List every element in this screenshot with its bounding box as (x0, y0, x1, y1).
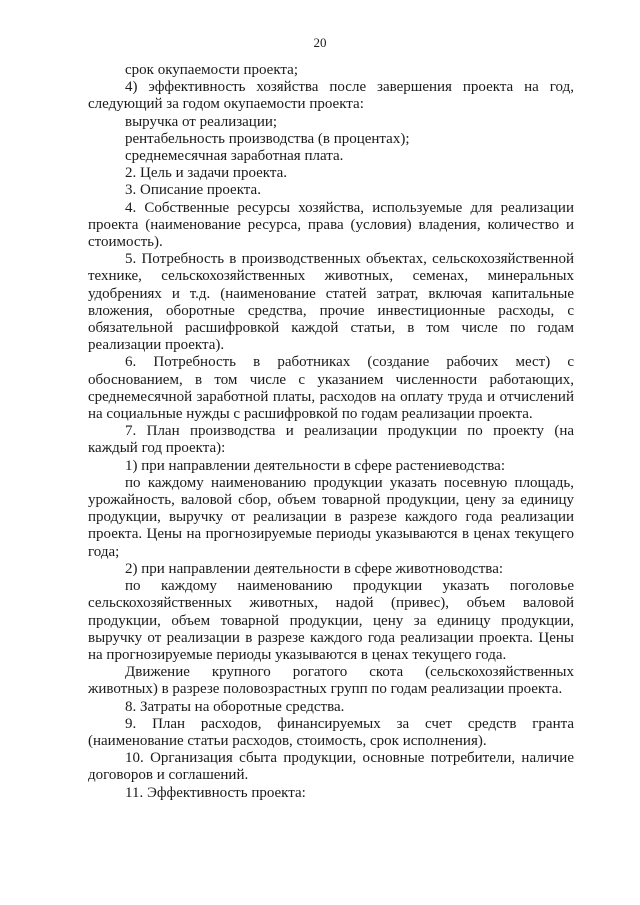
paragraph: 2) при направлении деятельности в сфере животноводства: (125, 560, 504, 577)
paragraph: 1) при направлении деятельности в сфере растениеводства: (125, 457, 506, 474)
paragraph: 3. Описание проекта. (125, 182, 261, 199)
paragraph: 2. Цель и задачи проекта. (125, 165, 288, 182)
paragraph: 5. Потребность в производственных объектах, сельскохозяйственной технике, сельскохозяйственных животных, семенах, минеральных удобрениях и т.д. (наименование статей затрат, включая капитальные вложения, оборотные средства, прочие инвестиционные расходы, с обязательной расшифровкой каждой статьи, в том числе по годам реализации проекта). (88, 251, 574, 354)
document-body (88, 62, 574, 802)
paragraph: 7. План производства и реализации продукции по проекту (на каждый год проекта): (88, 423, 574, 457)
paragraph: 11. Эффективность проекта: (125, 784, 306, 801)
paragraph: 8. Затраты на оборотные средства. (125, 698, 345, 715)
paragraph: Движение крупного рогатого скота (сельскохозяйственных животных) в разрезе половозрастных групп по годам реализации проекта. (88, 664, 574, 698)
paragraph: 4. Собственные ресурсы хозяйства, используемые для реализации проекта (наименование ресурса, права (условия) владения, количество и стоимость). (88, 199, 574, 251)
paragraph: 9. План расходов, финансируемых за счет средств гранта (наименование статьи расходов, стоимость, срок исполнения). (88, 715, 574, 749)
page-number: 20 (313, 35, 327, 50)
paragraph: 10. Организация сбыта продукции, основные потребители, наличие договоров и соглашений. (88, 750, 574, 784)
paragraph: среднемесячная заработная плата. (125, 148, 344, 165)
paragraph: срок окупаемости проекта; (125, 62, 298, 78)
paragraph: по каждому наименованию продукции указать поголовье сельскохозяйственных животных, надой (привес), объем валовой продукции, объем товарной продукции, цену за единицу продукции, выручку от реализации в разрезе каждого года реализации проекта. Цены на прогнозируемые периоды указываются в ценах текущего года. (88, 578, 574, 663)
paragraph: по каждому наименованию продукции указать посевную площадь, урожайность, валовой сбор, объем товарной продукции, цену за единицу продукции, выручку от реализации в разрезе каждого года реализации проекта. Цены на прогнозируемые периоды указываются в ценах текущего года; (88, 474, 574, 560)
paragraph: выручка от реализации; (125, 113, 278, 130)
paragraph: 4) эффективность хозяйства после завершения проекта на год, следующий за годом окупаемости проекта: (88, 79, 574, 113)
paragraph: рентабельность производства (в процентах); (125, 130, 410, 147)
paragraph: 6. Потребность в работниках (создание рабочих мест) с обоснованием, в том числе с указанием численности работающих, среднемесячной заработной платы, расходов на оплату труда и отчислений на социальные нужды с расшифровкой по годам реализации проекта. (88, 354, 574, 423)
